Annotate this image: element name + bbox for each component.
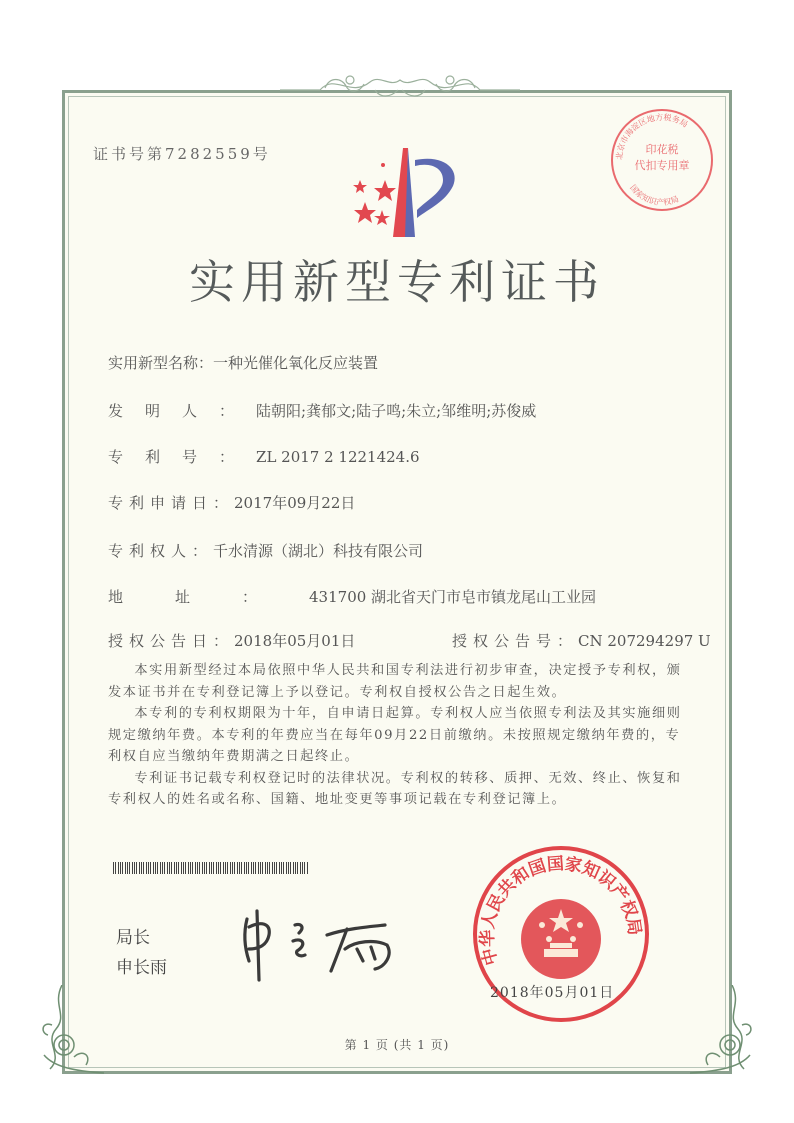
svg-text:印花税: 印花税 — [645, 143, 679, 156]
value: 陆朝阳;龚郁文;陆子鸣;朱立;邹维明;苏俊威 — [256, 402, 537, 420]
page-indicator: 第 1 页 (共 1 页) — [344, 1038, 450, 1052]
label: 发明人： — [108, 402, 257, 420]
label: 专利权人： — [108, 542, 214, 560]
field-filing-date — [108, 492, 355, 513]
barcode — [113, 862, 308, 874]
svg-text:代扣专用章: 代扣专用章 — [634, 159, 690, 172]
field-utility-model-name — [108, 352, 378, 373]
field-patent-number — [108, 446, 420, 467]
label: 授权公告日： — [108, 632, 235, 650]
label: 专利申请日： — [108, 494, 235, 512]
label: 授权公告号： — [452, 632, 579, 650]
director-title: 局长 — [116, 928, 150, 948]
seal-date: 2018年05月01日 — [490, 985, 615, 1001]
corner-ornament-icon — [690, 985, 760, 1075]
value: 2018年05月01日 — [234, 632, 356, 650]
label: 实用新型名称： — [108, 354, 214, 372]
value: CN 207294297 U — [578, 632, 711, 650]
svg-text:国家知识产权局: 国家知识产权局 — [628, 183, 681, 208]
field-inventors — [108, 400, 536, 421]
value: 千水清源（湖北）科技有限公司 — [213, 542, 424, 560]
certificate-number: 证书号第7282559号 — [93, 145, 271, 163]
paragraph: 专利证书记载专利权登记时的法律状况。专利权的转移、质押、无效、终止、恢复和专利权人的姓名或名称、国籍、地址变更等事项记载在专利登记簿上。 — [108, 770, 682, 807]
certificate-body-text — [108, 660, 690, 811]
ornament-top-icon — [280, 68, 520, 108]
corner-ornament-icon — [34, 985, 104, 1075]
value: 2017年09月22日 — [234, 494, 356, 512]
signature-icon — [235, 905, 415, 985]
director-name: 申长雨 — [116, 958, 167, 978]
value: ZL 2017 2 1221424.6 — [256, 448, 420, 466]
paragraph: 本专利的专利权期限为十年，自申请日起算。专利权人应当依照专利法及其实施细则规定缴纳年费。本专利的年费应当在每年09月22日前缴纳。未按照规定缴纳年费的，专利权自应当缴纳年费期满之日起终止。 — [108, 706, 682, 764]
field-grant-number — [452, 630, 711, 651]
svg-text:北京市海淀区地方税务局: 北京市海淀区地方税务局 — [614, 112, 690, 161]
field-patentee — [108, 540, 423, 561]
label: 地址： — [108, 588, 310, 606]
svg-text:中华人民共和国国家知识产权局: 中华人民共和国国家知识产权局 — [477, 854, 645, 968]
value: 一种光催化氧化反应装置 — [213, 354, 379, 372]
value: 431700 湖北省天门市皂市镇龙尾山工业园 — [309, 588, 597, 606]
cnipa-logo-icon — [335, 140, 460, 240]
paragraph: 本实用新型经过本局依照中华人民共和国专利法进行初步审查，决定授予专利权，颁发本证书并在专利登记簿上予以登记。专利权自授权公告之日起生效。 — [108, 663, 682, 700]
field-grant-date — [108, 630, 355, 651]
label: 专利号： — [108, 448, 257, 466]
tax-seal-icon — [600, 105, 725, 215]
field-address — [108, 586, 596, 607]
page-title: 实用新型专利证书 — [189, 255, 605, 309]
